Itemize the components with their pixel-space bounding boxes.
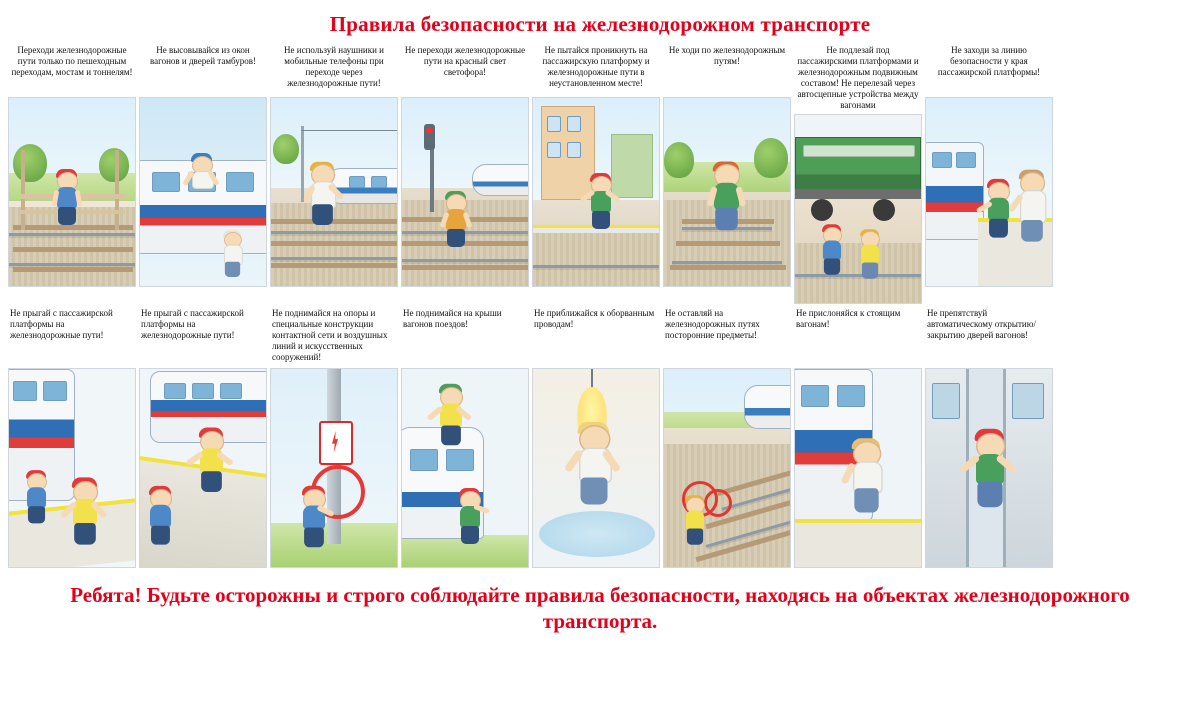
rule-card bbox=[8, 306, 136, 568]
rule-illustration-headphones-crossing bbox=[270, 97, 398, 287]
rule-caption: Не поднимайся на опоры и специальные конструкции контактной сети и воздушных линий и искусственных сооружений! bbox=[272, 307, 388, 362]
rule-illustration-red-light-crossing bbox=[401, 97, 529, 287]
rule-caption: Не прислоняйся к стоящим вагонам! bbox=[796, 307, 901, 329]
rule-illustration-safety-line bbox=[925, 97, 1053, 287]
rule-caption: Не заходи за линию безопасности у края пассажирской платформы! bbox=[937, 45, 1041, 77]
rule-card bbox=[401, 306, 529, 568]
rule-illustration-jump-platform-1 bbox=[8, 368, 136, 568]
rule-caption: Не высовывайся из окон вагонов и дверей тамбуров! bbox=[149, 45, 257, 66]
rule-card bbox=[8, 43, 136, 287]
rule-caption: Не прыгай с пассажирской платформы на железнодорожные пути! bbox=[141, 307, 244, 340]
rule-caption: Не препятствуй автоматическому открытию/закрытию дверей вагонов! bbox=[927, 307, 1036, 340]
rule-caption: Не подлезай под пассажирскими платформами и железнодорожным подвижным составом! Не перелезай через автосцепные устройства между вагонами bbox=[797, 45, 919, 110]
rule-caption: Не ходи по железнодорожным путям! bbox=[668, 45, 786, 66]
rule-illustration-climb-fence bbox=[532, 97, 660, 287]
pictogram-grid bbox=[8, 43, 1192, 568]
rule-illustration-walk-on-tracks bbox=[663, 97, 791, 287]
rule-caption: Не оставляй на железнодорожных путях посторонние предметы! bbox=[665, 307, 760, 340]
rule-caption: Не поднимайся на крыши вагонов поездов! bbox=[403, 307, 502, 329]
rule-card bbox=[270, 306, 398, 568]
rule-illustration-climb-pole bbox=[270, 368, 398, 568]
rule-card bbox=[401, 43, 529, 287]
poster-footer: Ребята! Будьте осторожны и строго соблюдайте правила безопасности, находясь на объектах железнодорожного транспорта. bbox=[70, 582, 1130, 634]
pictogram-row-1 bbox=[8, 43, 1192, 304]
rule-caption: Не переходи железнодорожные пути на красный свет светофора! bbox=[404, 45, 526, 77]
page-title: Правила безопасности на железнодорожном транспорте bbox=[329, 12, 871, 36]
rule-illustration-lean-on-car bbox=[794, 368, 922, 568]
rule-caption: Не прыгай с пассажирской платформы на железнодорожные пути! bbox=[10, 307, 113, 340]
rule-illustration-block-doors bbox=[925, 368, 1053, 568]
rule-card bbox=[663, 43, 791, 287]
rule-card bbox=[270, 43, 398, 287]
rule-caption: Не приближайся к оборванным проводам! bbox=[534, 307, 655, 329]
rule-illustration-pedestrian-bridge bbox=[8, 97, 136, 287]
pictogram-row-2 bbox=[8, 306, 1192, 568]
rule-card bbox=[794, 43, 922, 304]
rule-illustration-lean-out-window bbox=[139, 97, 267, 287]
rule-card bbox=[532, 43, 660, 287]
rule-card bbox=[925, 43, 1053, 287]
rule-illustration-broken-wire bbox=[532, 368, 660, 568]
rule-illustration-objects-on-track bbox=[663, 368, 791, 568]
rule-card bbox=[532, 306, 660, 568]
rule-caption: Не пытайся проникнуть на пассажирскую платформу и железнодорожные пути в неустановленном месте! bbox=[542, 45, 650, 88]
rule-card bbox=[139, 43, 267, 287]
rule-card bbox=[794, 306, 922, 568]
rule-illustration-under-carriage bbox=[794, 114, 922, 304]
rule-card bbox=[925, 306, 1053, 568]
rule-illustration-climb-roof bbox=[401, 368, 529, 568]
rule-caption: Переходи железнодорожные пути только по пешеходным переходам, мостам и тоннелям! bbox=[11, 45, 133, 77]
rule-caption: Не используй наушники и мобильные телефоны при переходе через железнодорожные пути! bbox=[284, 45, 384, 88]
rule-illustration-jump-platform-2 bbox=[139, 368, 267, 568]
rule-card bbox=[663, 306, 791, 568]
rule-card bbox=[139, 306, 267, 568]
